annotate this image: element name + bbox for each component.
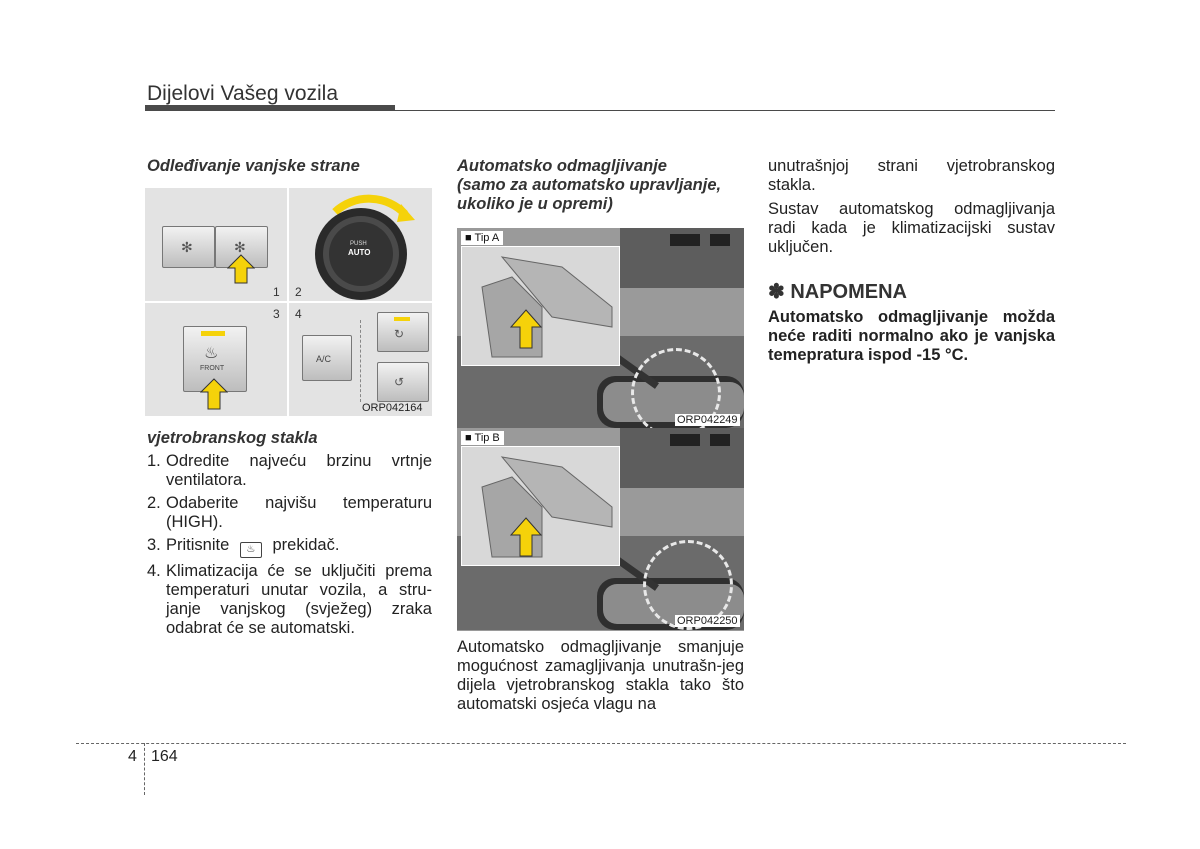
page-header-title: Dijelovi Vašeg vozila [147, 82, 339, 105]
steps-list [147, 452, 432, 638]
arrow-up-icon [510, 517, 542, 557]
figure-type-b [457, 428, 744, 631]
sensor-closeup [461, 246, 620, 366]
figure-divider [360, 320, 362, 402]
ac-label: A/C [316, 354, 332, 364]
step-number: 1. [147, 452, 161, 470]
arrow-up-icon [200, 378, 228, 410]
fan-low-button [162, 226, 215, 268]
indicator-led [394, 317, 410, 321]
step-text: Odredite najveću brzinu vrtnje ventilatora. [166, 452, 432, 489]
overhead-console [620, 428, 744, 488]
figure-climate-controls [145, 188, 432, 416]
section-heading-exterior-defrost: Odleđivanje vanjske strane [147, 157, 360, 175]
defrost-icon: ♨ [204, 345, 219, 362]
figure-label-4: 4 [295, 307, 302, 321]
paragraph-inner-side: unutrašnjoj strani vjetrobranskog stakla. [768, 157, 1055, 194]
figure-tag: ■ Tip A [461, 231, 503, 245]
list-item [147, 562, 432, 638]
list-item [147, 452, 432, 490]
list-item [147, 494, 432, 532]
console-button [670, 234, 700, 246]
step-number: 3. [147, 536, 161, 554]
auto-defog-paragraph: Automatsko odmagljivanje smanjuje mogućnost zamagljivanja unutrašn-jeg dijela vjetrobranskog stakla tako što automatski osjeća vlagu na [457, 638, 744, 713]
step-text: Odaberite najvišu temperaturu (HIGH). [166, 494, 432, 531]
figure-divider [287, 188, 289, 416]
figure-label-1: 1 [273, 285, 280, 299]
header-rule [145, 110, 1055, 111]
figure-code: ORP042250 [677, 615, 738, 627]
fresh-air-button [377, 362, 429, 402]
sensor-closeup [461, 446, 620, 566]
arrow-up-icon [510, 309, 542, 349]
figure-code: ORP042164 [362, 402, 423, 414]
indicator-led [201, 331, 225, 336]
overhead-console [620, 228, 744, 288]
knob-auto-label: AUTO [348, 248, 371, 257]
figure-label-3: 3 [273, 307, 280, 321]
figure-label-2: 2 [295, 285, 302, 299]
defrost-switch-icon: ♨ [240, 542, 262, 558]
front-label: FRONT [200, 365, 225, 372]
step-text: Klimatizacija će se uključiti prema temperaturi unutar vozila, a stru-janje vanjskog (svježeg) zraka odabrat će se automatski. [166, 562, 432, 637]
section-heading-windshield: vjetrobranskog stakla [147, 429, 318, 447]
recirc-icon: ↻ [394, 327, 405, 341]
step-number: 4. [147, 562, 161, 580]
fresh-air-icon: ↺ [394, 375, 405, 389]
console-button [710, 434, 730, 446]
figure-type-a [457, 228, 744, 428]
section-number: 4 [128, 748, 137, 765]
footer-rule [76, 743, 1126, 744]
recirc-button [377, 312, 429, 352]
ac-button [302, 335, 352, 381]
figure-code: ORP042249 [677, 414, 738, 426]
section-heading-auto-defog: Automatsko odmagljivanje [457, 157, 667, 175]
console-button [710, 234, 730, 246]
page-number: 164 [151, 748, 178, 765]
section-heading-auto-defog-line3: ukoliko je u opremi) [457, 195, 613, 213]
footer-divider [144, 743, 145, 795]
fan-icon: ✻ [181, 239, 193, 255]
knob-push-label: PUSH [350, 241, 367, 247]
arrow-up-icon [227, 254, 255, 284]
step-text [166, 536, 432, 558]
step-text-after: prekidač. [272, 536, 340, 554]
figure-tag: ■ Tip B [461, 431, 504, 445]
note-title: ✽ NAPOMENA [768, 281, 907, 303]
section-heading-auto-defog-line2: (samo za automatsko upravljanje, [457, 176, 722, 194]
step-number: 2. [147, 494, 161, 512]
console-button [670, 434, 700, 446]
list-item [147, 536, 432, 558]
fan-icon: ✻ [234, 239, 246, 255]
note-body: Automatsko odmagljivanje možda neće raditi normalno ako je vanjska temepratura ispod -15 °C. [768, 308, 1055, 364]
step-text-before: Pritisnite [166, 536, 230, 554]
paragraph-system-works: Sustav automatskog odmagljivanja radi kada je klimatizacijski sustav uključen. [768, 200, 1055, 256]
